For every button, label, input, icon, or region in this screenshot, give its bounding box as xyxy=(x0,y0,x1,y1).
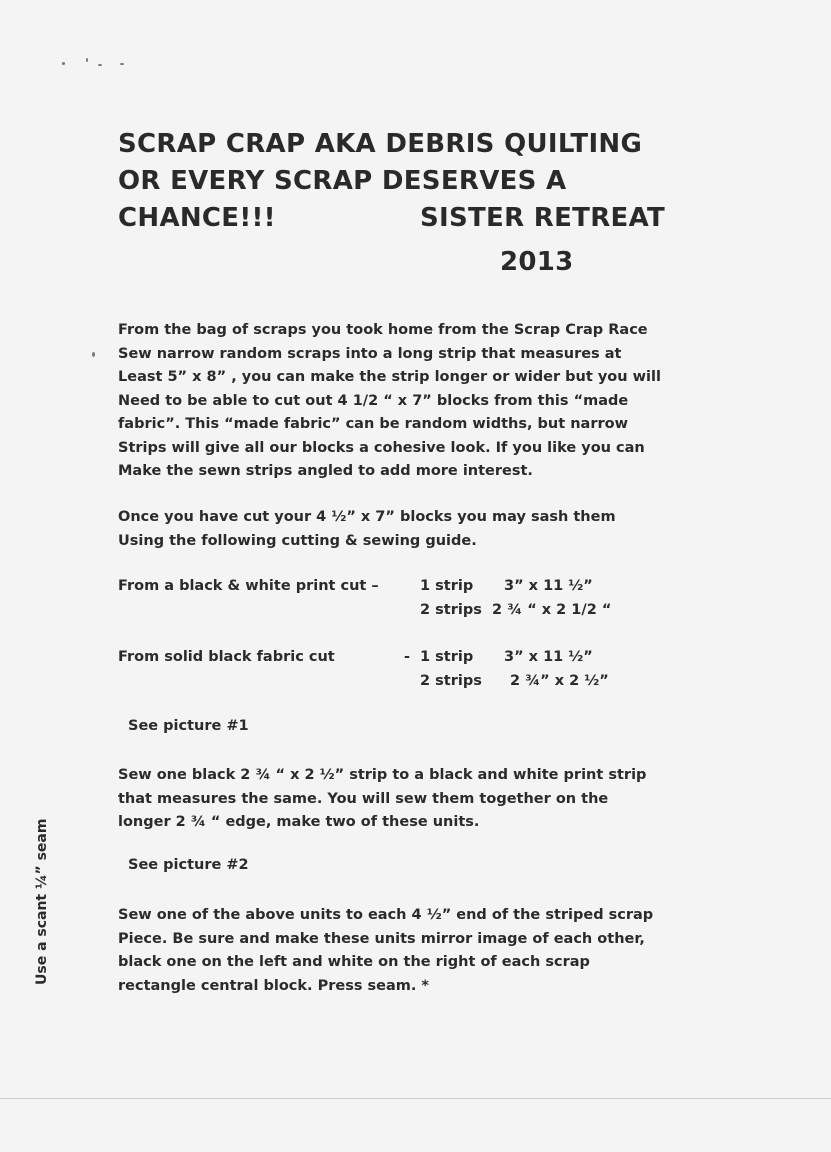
paragraph-line: Sew one black 2 ¾ “ x 2 ½” strip to a black and white print strip xyxy=(118,767,647,783)
paragraph-line: Once you have cut your 4 ½” x 7” blocks you may sash them xyxy=(118,509,616,525)
intro-paragraph xyxy=(118,319,738,484)
strip-quantity: 1 strip xyxy=(420,649,474,665)
strip-quantity: 2 strips xyxy=(420,673,482,689)
paragraph-line: Sew one of the above units to each 4 ½” end of the striped scrap xyxy=(118,907,654,923)
paragraph-line: fabric”. This “made fabric” can be random widths, but narrow xyxy=(118,416,628,432)
paragraph-line: Strips will give all our blocks a cohesive look. If you like you can xyxy=(118,439,645,456)
paragraph-line: rectangle central block. Press seam. * xyxy=(118,977,430,994)
paragraph-line: From the bag of scraps you took home from the Scrap Crap Race xyxy=(118,322,648,338)
paragraph-line: Need to be able to cut out 4 1/2 “ x 7” blocks from this “made xyxy=(118,392,629,409)
page-edge-line xyxy=(0,1098,831,1099)
paragraph-line: Piece. Be sure and make these units mirror image of each other, xyxy=(118,930,645,947)
strip-size: 3” x 11 ½” xyxy=(504,649,593,665)
paragraph-line: Least 5” x 8” , you can make the strip longer or wider but you will xyxy=(118,369,661,385)
title-line-1: SCRAP CRAP AKA DEBRIS QUILTING xyxy=(118,129,643,159)
title-line-3: CHANCE!!! xyxy=(118,203,276,233)
cutting-label-bw: From a black & white print cut – xyxy=(118,578,379,594)
paragraph-line: Using the following cutting & sewing guide. xyxy=(118,532,477,549)
see-picture-2: See picture #2 xyxy=(128,857,249,873)
scan-speck xyxy=(120,63,124,65)
see-picture-1: See picture #1 xyxy=(128,718,249,734)
scan-speck xyxy=(98,64,102,66)
strip-quantity: 2 strips xyxy=(420,602,482,618)
paragraph-line: Make the sewn strips angled to add more interest. xyxy=(118,463,533,479)
cutting-label-black: From solid black fabric cut xyxy=(118,649,335,665)
paragraph-line: black one on the left and white on the right of each scrap xyxy=(118,954,590,970)
seam-side-note: Use a scant ¼” seam xyxy=(34,818,50,985)
scan-speck xyxy=(92,352,95,357)
strip-size: 2 ¾ “ x 2 1/2 “ xyxy=(492,602,612,618)
paragraph-line: that measures the same. You will sew them together on the xyxy=(118,790,609,807)
event-name: SISTER RETREAT xyxy=(420,203,666,233)
scan-speck xyxy=(62,62,65,65)
event-year: 2013 xyxy=(500,247,574,277)
paragraph-line: Sew narrow random scraps into a long strip that measures at xyxy=(118,345,622,362)
title-line-2: OR EVERY SCRAP DESERVES A xyxy=(118,166,567,196)
document-title xyxy=(118,126,758,277)
sashing-paragraph xyxy=(118,506,738,553)
step-2-paragraph xyxy=(118,904,738,998)
strip-quantity: 1 strip xyxy=(420,578,474,594)
scan-speck xyxy=(86,58,88,62)
strip-size: 3” x 11 ½” xyxy=(504,578,593,594)
strip-size: 2 ¾” x 2 ½” xyxy=(510,673,609,689)
step-1-paragraph xyxy=(118,764,738,835)
cutting-dash: - xyxy=(404,649,411,665)
paragraph-line: longer 2 ¾ “ edge, make two of these units. xyxy=(118,814,480,830)
